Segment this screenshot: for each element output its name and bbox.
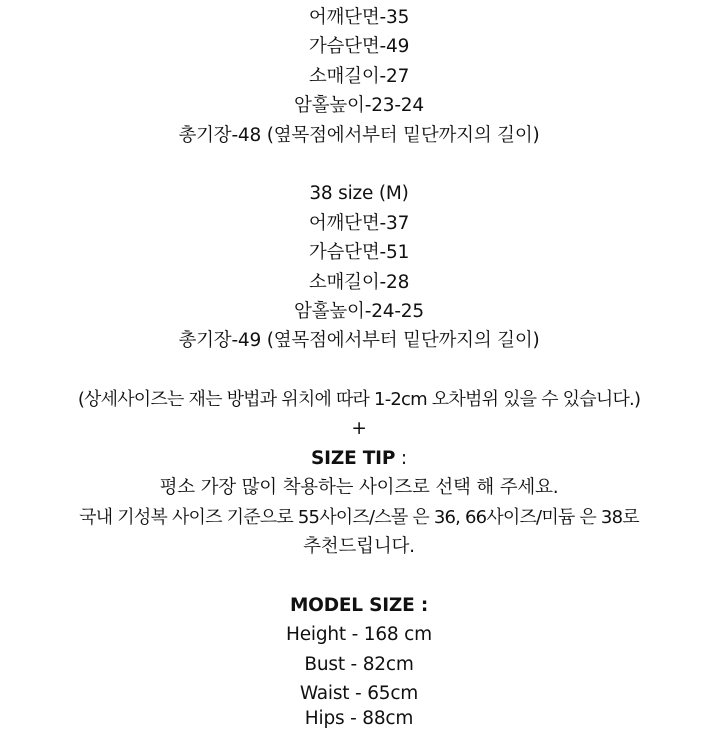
m-sleeve-length: 소매길이-28 [308,271,410,293]
measurement-tolerance-note: (상세사이즈는 재는 방법과 위치에 따라 1-2cm 오차범위 있을 수 있습니다.) [77,389,641,411]
s-total-length: 총기장-48 (옆목점에서부터 밑단까지의 길이) [178,124,540,146]
s-sleeve-length: 소매길이-27 [308,65,410,87]
size-tip-line-1: 평소 가장 많이 착용하는 사이즈로 선택 해 주세요. [159,477,559,499]
m-shoulder-width: 어깨단면-37 [308,212,410,234]
size-tip-line-3: 추천드립니다. [303,536,415,558]
spacer [0,150,718,179]
size-tip-heading [0,444,718,473]
s-chest-width: 가슴단면-49 [308,36,410,58]
m-size-heading: 38 size (M) [309,183,409,205]
spacer [0,561,718,590]
m-total-length: 총기장-49 (옆목점에서부터 밑단까지의 길이) [178,330,540,352]
size-tip-colon: : [395,447,407,469]
s-armhole-height: 암홀높이-23-24 [294,95,424,117]
m-armhole-height: 암홀높이-24-25 [294,300,424,322]
size-tip-label: SIZE TIP [311,447,396,469]
s-shoulder-width: 어깨단면-35 [308,7,410,28]
plus-sign: + [351,418,367,440]
m-chest-width: 가슴단면-51 [308,242,410,264]
model-bust: Bust - 82cm [304,653,414,675]
model-waist: Waist - 65cm [299,682,419,704]
model-height: Height - 168 cm [286,624,432,646]
model-size-heading: MODEL SIZE : [289,594,429,616]
size-tip-line-2: 국내 기성복 사이즈 기준으로 55사이즈/스몰 은 36, 66사이즈/미듐 은 38로 [79,506,639,528]
model-hips-cut-off: Hips - 88cm [304,708,414,729]
spacer [0,356,718,385]
